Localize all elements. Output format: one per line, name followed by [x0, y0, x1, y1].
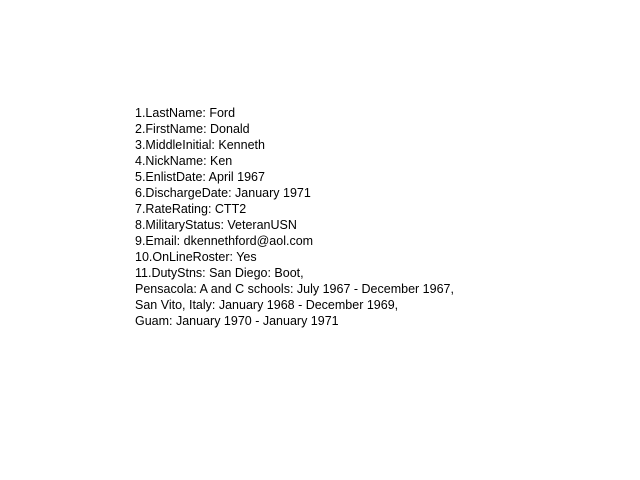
rate-rating-line: 7.RateRating: CTT2	[135, 202, 247, 216]
online-roster-line: 10.OnLineRoster: Yes	[135, 250, 257, 264]
enlist-date-line: 5.EnlistDate: April 1967	[135, 170, 265, 184]
duty-station-pensacola-line: Pensacola: A and C schools: July 1967 - December 1967,	[135, 282, 454, 296]
email-line: 9.Email: dkennethford@aol.com	[135, 234, 314, 248]
discharge-date-line: 6.DischargeDate: January 1971	[135, 186, 311, 200]
nick-name-line: 4.NickName: Ken	[135, 154, 233, 168]
first-name-line: 2.FirstName: Donald	[135, 122, 250, 136]
military-status-line: 8.MilitaryStatus: VeteranUSN	[135, 218, 297, 232]
duty-station-san-vito-line: San Vito, Italy: January 1968 - December 1969,	[135, 298, 399, 312]
duty-station-guam-line: Guam: January 1970 - January 1971	[135, 314, 339, 328]
duty-stations-line: 11.DutyStns: San Diego: Boot,	[135, 266, 304, 280]
middle-initial-line: 3.MiddleInitial: Kenneth	[135, 138, 265, 152]
service-record	[135, 105, 454, 329]
last-name-line: 1.LastName: Ford	[135, 106, 236, 120]
